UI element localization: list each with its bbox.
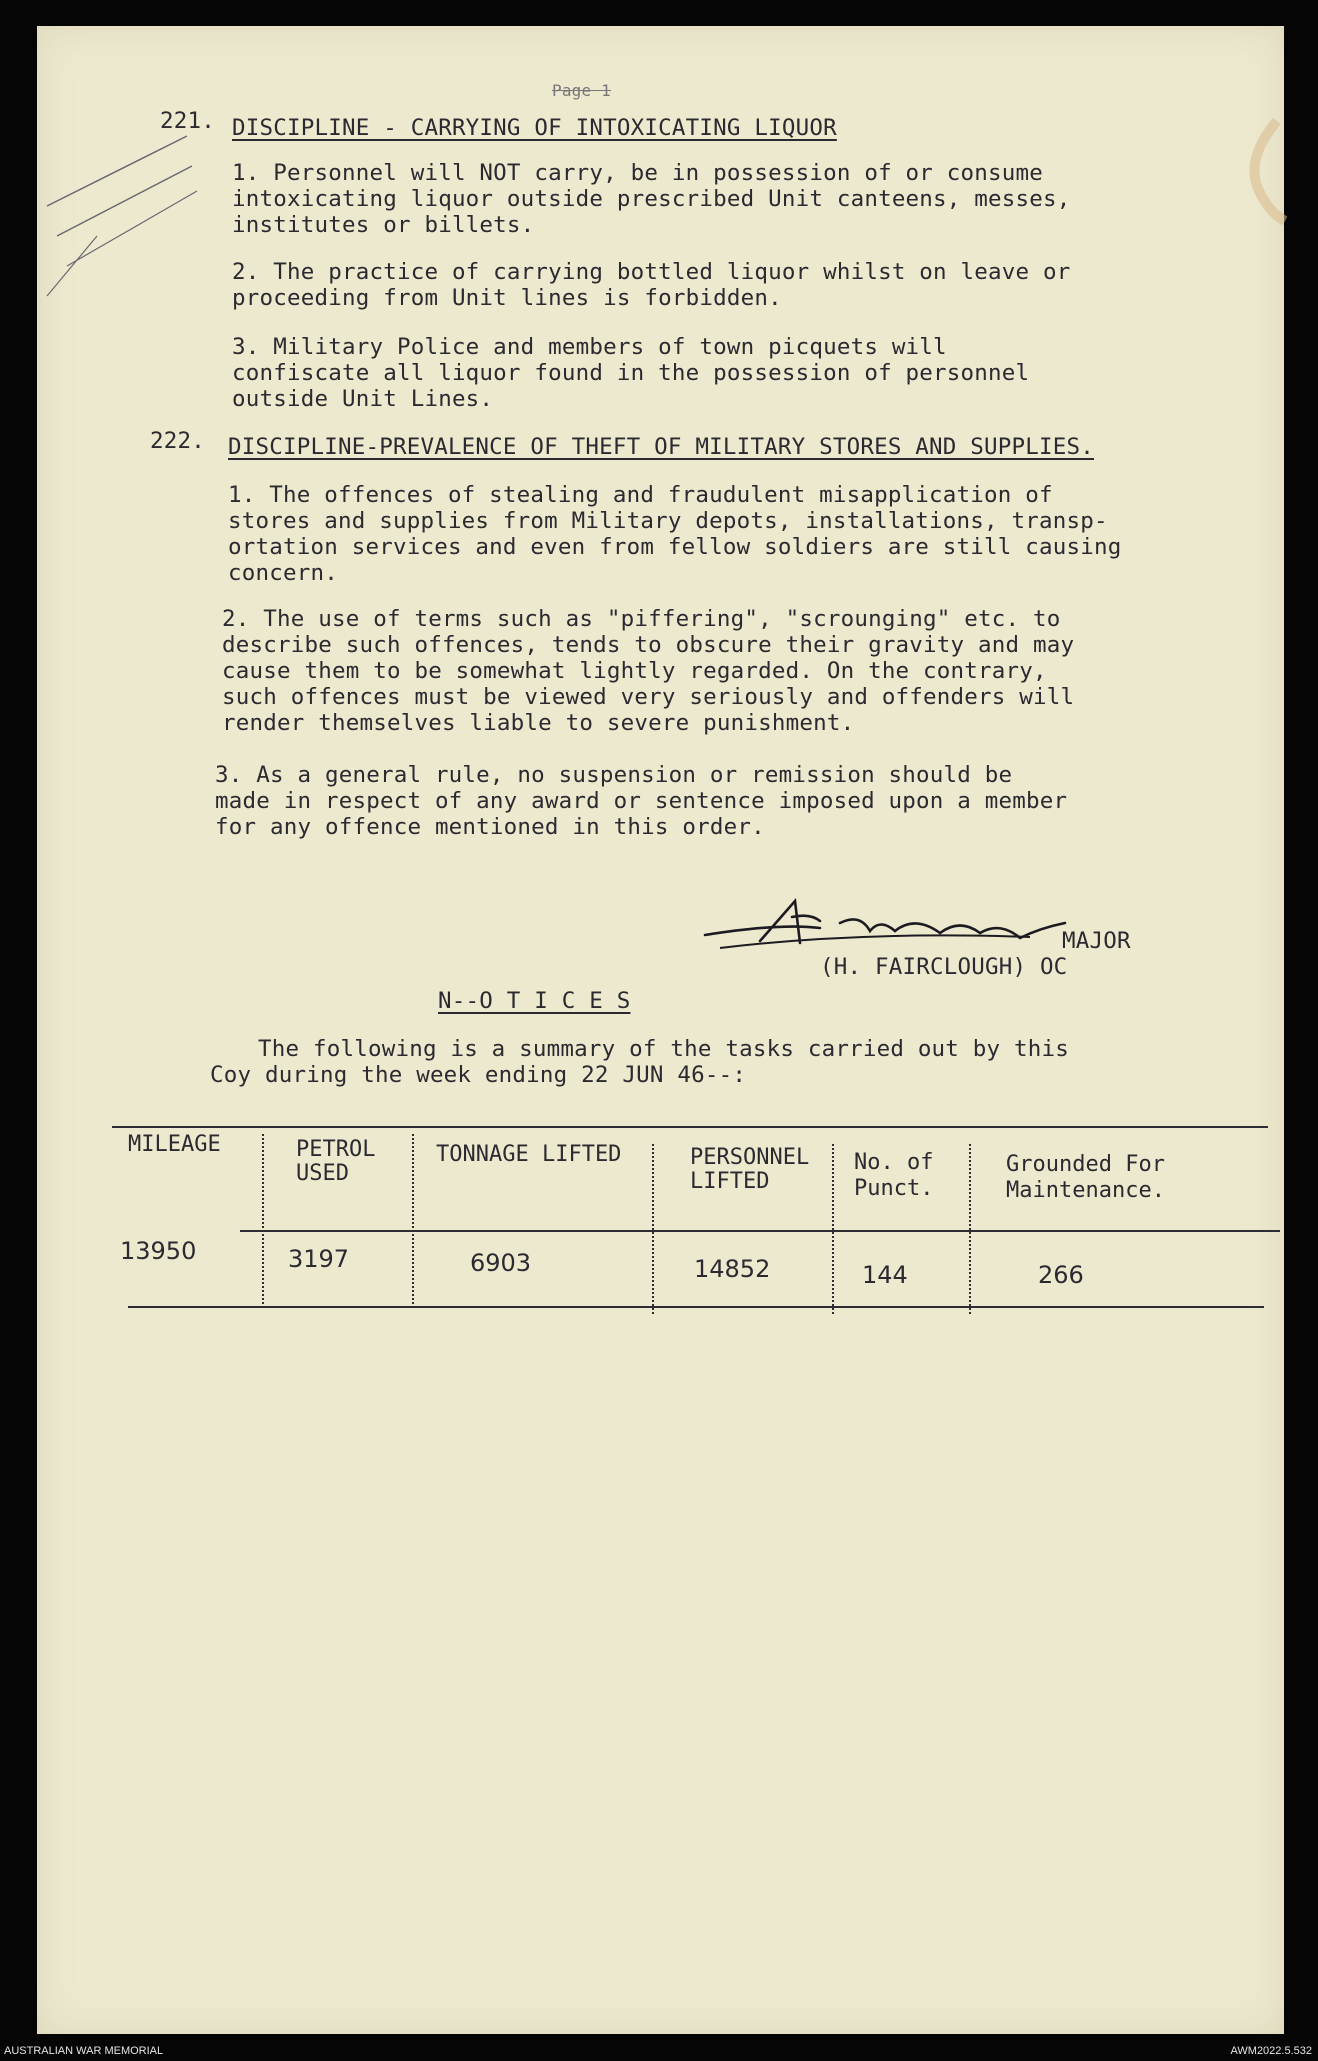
section-222-para-2-line-2: describe such offences, tends to obscure their gravity and may	[222, 632, 1075, 658]
signature-rank: MAJOR	[1062, 928, 1131, 954]
footer-left: AUSTRALIAN WAR MEMORIAL	[4, 2045, 164, 2057]
table-divider	[412, 1134, 414, 1304]
signature-name: (H. FAIRCLOUGH) OC	[820, 954, 1068, 980]
section-221-number: 221.	[160, 108, 215, 134]
notices-intro-line-2: Coy during the week ending 22 JUN 46--:	[210, 1062, 747, 1088]
section-221-para-3-line-3: outside Unit Lines.	[232, 386, 494, 412]
section-222-para-2-line-1: 2. The use of terms such as "piffering", "scrounging" etc. to	[222, 606, 1061, 632]
section-222-para-1-line-4: concern.	[228, 560, 338, 586]
section-222-para-3-line-2: made in respect of any award or sentence imposed upon a member	[215, 788, 1068, 814]
table-divider	[832, 1144, 834, 1314]
table-header-mileage: MILEAGE	[128, 1132, 221, 1157]
section-222-title: DISCIPLINE-PREVALENCE OF THEFT OF MILITARY STORES AND SUPPLIES.	[228, 434, 1095, 460]
section-221-para-3-line-1: 3. Military Police and members of town picquets will	[232, 334, 947, 360]
table-header-rule	[240, 1230, 1280, 1232]
notices-intro-line-1: The following is a summary of the tasks carried out by this	[258, 1036, 1070, 1062]
table-value-tonnage: 6903	[470, 1249, 532, 1277]
section-221-para-2-line-2: proceeding from Unit lines is forbidden.	[232, 285, 782, 311]
table-value-punctures: 144	[862, 1261, 908, 1289]
table-header-petrol: PETROL USED	[296, 1137, 376, 1186]
table-divider	[262, 1134, 264, 1304]
header-mark: Page 1	[552, 81, 611, 100]
section-222-para-2-line-3: cause them to be somewhat lightly regarded. On the contrary,	[222, 658, 1047, 684]
section-221-para-1-line-2: intoxicating liquor outside prescribed Unit canteens, messes,	[232, 186, 1071, 212]
margin-pencil-marks	[37, 116, 237, 316]
section-222-para-3-line-3: for any offence mentioned in this order.	[215, 814, 765, 840]
section-222-para-1-line-3: ortation services and even from fellow soldiers are still causing	[228, 534, 1122, 560]
table-header-grounded: Grounded For Maintenance.	[1006, 1152, 1165, 1203]
footer-right: AWM2022.5.532	[1230, 2045, 1312, 2057]
table-top-rule	[112, 1126, 1268, 1128]
section-221-para-1-line-1: 1. Personnel will NOT carry, be in possession of or consume	[232, 160, 1044, 186]
table-bottom-rule	[128, 1306, 1264, 1308]
table-header-personnel: PERSONNEL LIFTED	[690, 1145, 810, 1194]
section-221-title: DISCIPLINE - CARRYING OF INTOXICATING LIQUOR	[232, 115, 837, 141]
page-edge-stain	[1217, 116, 1287, 226]
table-value-mileage: 13950	[120, 1237, 197, 1265]
section-221-para-3-line-2: confiscate all liquor found in the possession of personnel	[232, 360, 1030, 386]
section-221-para-2-line-1: 2. The practice of carrying bottled liquor whilst on leave or	[232, 259, 1071, 285]
section-222-para-2-line-5: render themselves liable to severe punishment.	[222, 710, 855, 736]
table-header-punctures: No. of Punct.	[854, 1150, 934, 1201]
table-header-tonnage: TONNAGE LIFTED	[436, 1142, 622, 1167]
table-divider	[969, 1144, 971, 1314]
section-222-number: 222.	[150, 428, 205, 454]
section-222-para-2-line-4: such offences must be viewed very seriously and offenders will	[222, 684, 1075, 710]
document-page	[37, 26, 1284, 2034]
section-222-para-1-line-2: stores and supplies from Military depots, installations, transp-	[228, 508, 1108, 534]
section-221-para-1-line-3: institutes or billets.	[232, 212, 535, 238]
notices-heading: N--O T I C E S	[438, 988, 631, 1014]
table-divider	[652, 1144, 654, 1314]
handwritten-signature	[700, 893, 1080, 963]
section-222-para-3-line-1: 3. As a general rule, no suspension or remission should be	[215, 762, 1013, 788]
table-value-personnel: 14852	[694, 1255, 771, 1283]
table-value-petrol: 3197	[288, 1245, 350, 1273]
table-value-grounded: 266	[1038, 1261, 1084, 1289]
section-222-para-1-line-1: 1. The offences of stealing and fraudulent misapplication of	[228, 482, 1053, 508]
